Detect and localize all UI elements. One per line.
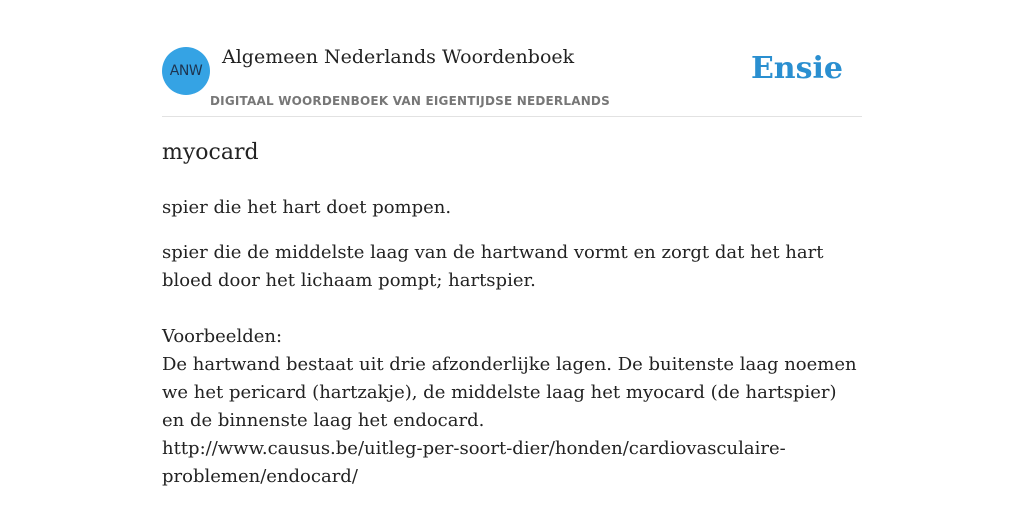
examples-section bbox=[162, 323, 862, 491]
logo-text: ANW bbox=[169, 63, 203, 79]
example-text: De hartwand bestaat uit drie afzonderlijke lagen. De buitenste laag noemen we het pericard (hartzakje), de middelste laag het myocard (de hartspier) en de binnenste laag het endocard. bbox=[162, 354, 857, 431]
long-definition: spier die de middelste laag van de hartwand vormt en zorgt dat het hart bloed door het lichaam pompt; hartspier. bbox=[162, 242, 824, 291]
headword: myocard bbox=[162, 140, 259, 165]
anw-logo[interactable] bbox=[162, 47, 210, 95]
examples-label: Voorbeelden: bbox=[162, 326, 283, 347]
example-source-link[interactable]: http://www.causus.be/uitleg-per-soort-dier/honden/cardiovasculaire-problemen/endocard/ bbox=[162, 438, 786, 487]
dictionary-subtitle: DIGITAAL WOORDENBOEK VAN EIGENTIJDSE NEDERLANDS bbox=[210, 94, 610, 108]
site-header bbox=[162, 46, 862, 117]
ensie-brand-logo[interactable]: Ensie bbox=[750, 51, 843, 86]
dictionary-title[interactable]: Algemeen Nederlands Woordenboek bbox=[222, 46, 575, 68]
short-definition: spier die het hart doet pompen. bbox=[162, 197, 452, 218]
